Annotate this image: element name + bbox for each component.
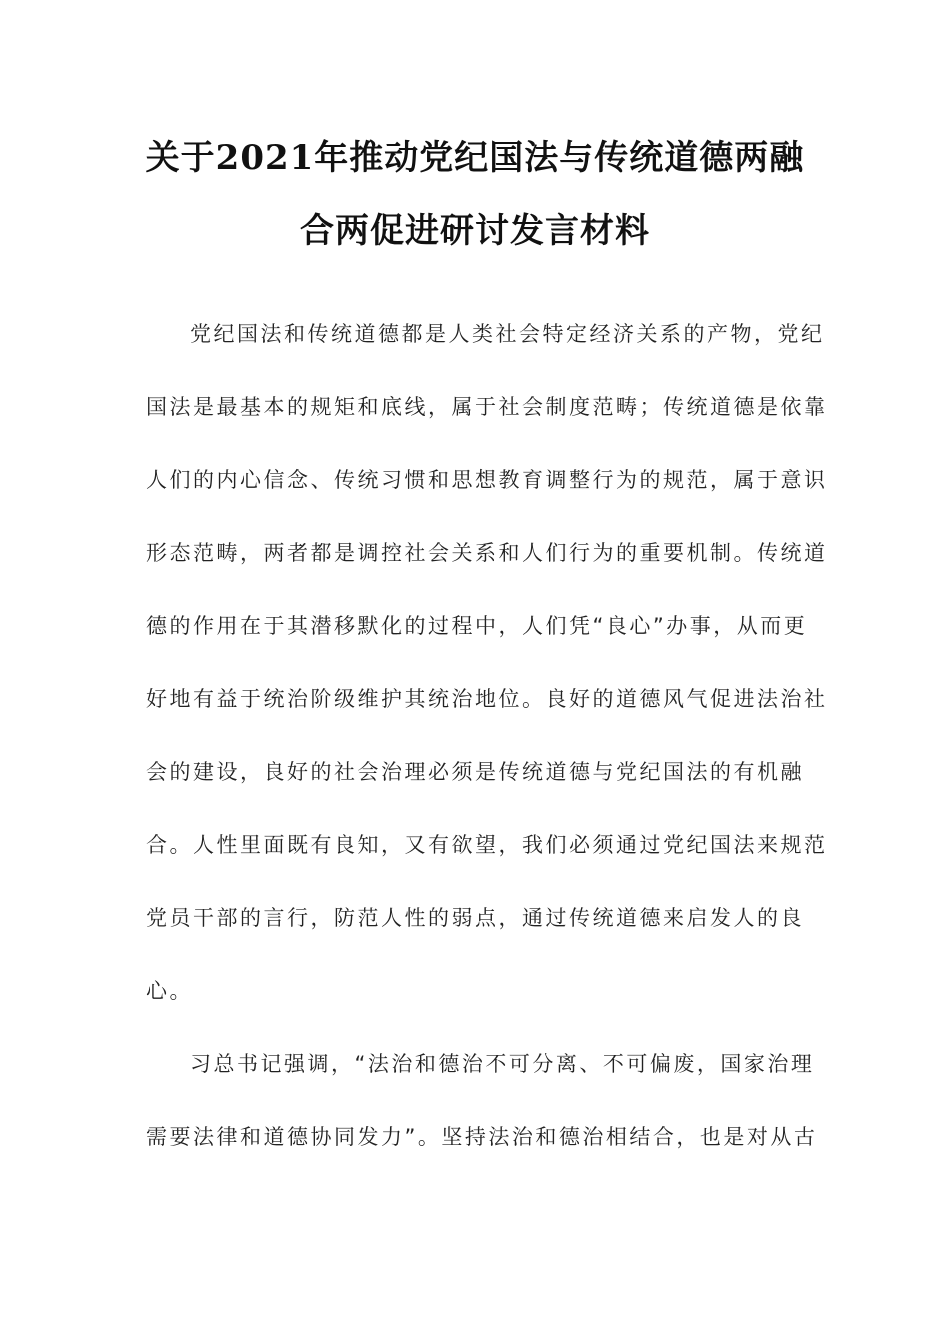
document-title-line-2: 合两促进研讨发言材料 bbox=[300, 211, 650, 251]
paragraph-1-line-3: 人们的内心信念、传统习惯和思想教育调整行为的规范，属于意识 bbox=[146, 468, 828, 492]
document-title-line-1: 关于2021年推动党纪国法与传统道德两融 bbox=[145, 138, 805, 178]
paragraph-2-line-1: 习总书记强调，“法治和德治不可分离、不可偏废，国家治理 bbox=[190, 1052, 815, 1076]
paragraph-1-line-6: 好地有益于统治阶级维护其统治地位。良好的道德风气促进法治社 bbox=[146, 687, 828, 711]
paragraph-1-line-5: 德的作用在于其潜移默化的过程中，人们凭“良心”办事，从而更 bbox=[146, 614, 808, 638]
paragraph-1-line-10: 心。 bbox=[146, 979, 193, 1003]
paragraph-1-line-1: 党纪国法和传统道德都是人类社会特定经济关系的产物，党纪 bbox=[190, 322, 825, 346]
paragraph-1-line-9: 党员干部的言行，防范人性的弱点，通过传统道德来启发人的良 bbox=[146, 906, 804, 930]
paragraph-1-line-8: 合。人性里面既有良知，又有欲望，我们必须通过党纪国法来规范 bbox=[146, 833, 828, 857]
paragraph-1-line-2: 国法是最基本的规矩和底线，属于社会制度范畴；传统道德是依靠 bbox=[146, 395, 828, 419]
paragraph-1-line-7: 会的建设，良好的社会治理必须是传统道德与党纪国法的有机融 bbox=[146, 760, 804, 784]
paragraph-1-line-4: 形态范畴，两者都是调控社会关系和人们行为的重要机制。传统道 bbox=[146, 541, 828, 565]
paragraph-2-line-2: 需要法律和道德协同发力”。坚持法治和德治相结合，也是对从古 bbox=[146, 1125, 818, 1149]
